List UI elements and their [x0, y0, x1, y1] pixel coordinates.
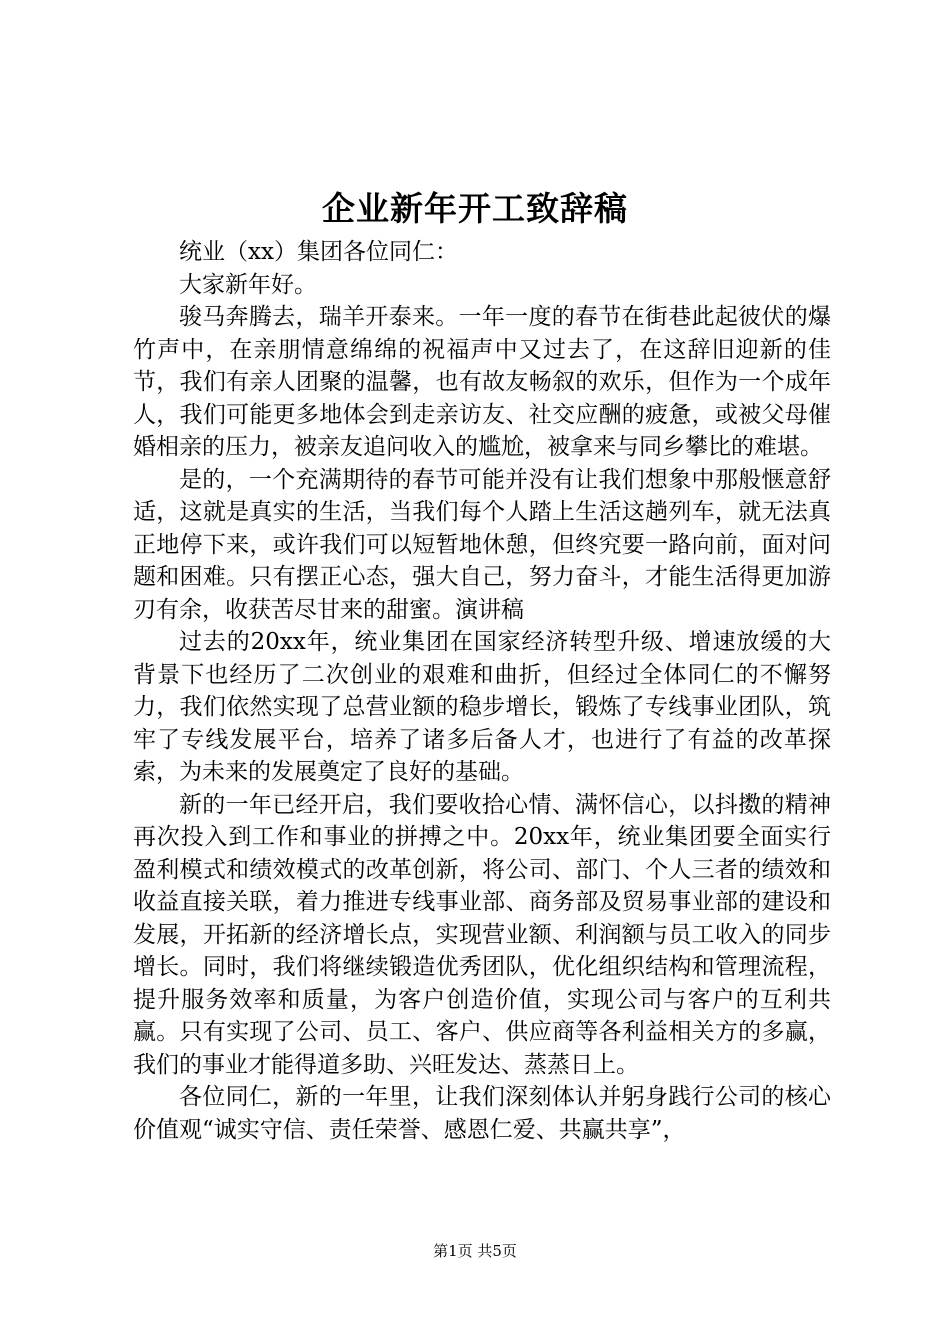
body-paragraph: 各位同仁，新的一年里，让我们深刻体认并躬身践行公司的核心价值观“诚实守信、责任荣誉、感恩仁爱、共赢共享”，: [133, 1084, 831, 1143]
body-paragraph: 过去的20xx年，统业集团在国家经济转型升级、增速放缓的大背景下也经历了二次创业的艰难和曲折，但经过全体同仁的不懈努力，我们依然实现了总营业额的稳步增长，锻炼了专线事业团队，筑牢了专线发展平台，培养了诸多后备人才，也进行了有益的改革探索，为未来的发展奠定了良好的基础。: [133, 629, 831, 785]
body-paragraph: 新的一年已经开启，我们要收拾心情、满怀信心，以抖擞的精神再次投入到工作和事业的拼搏之中。20xx年，统业集团要全面实行盈利模式和绩效模式的改革创新，将公司、部门、个人三者的绩效和收益直接关联，着力推进专线事业部、商务部及贸易事业部的建设和发展，开拓新的经济增长点，实现营业额、利润额与员工收入的同步增长。同时，我们将继续锻造优秀团队，优化组织结构和管理流程，提升服务效率和质量，为客户创造价值，实现公司与客户的互利共赢。只有实现了公司、员工、客户、供应商等各利益相关方的多赢，我们的事业才能得道多助、兴旺发达、蒸蒸日上。: [133, 791, 831, 1078]
salutation-paragraph: 统业（xx）集团各位同仁：: [179, 239, 458, 265]
document-body: [133, 236, 831, 1146]
page-footer: 第1页 共5页: [433, 1242, 517, 1260]
document-title: 企业新年开工致辞稿: [322, 189, 628, 228]
body-paragraph: 是的，一个充满期待的春节可能并没有让我们想象中那般惬意舒适，这就是真实的生活，当我们每个人踏上生活这趟列车，就无法真正地停下来，或许我们可以短暂地休憩，但终究要一路向前，面对问题和困难。只有摆正心态，强大自己，努力奋斗，才能生活得更加游刃有余，收获苦尽甘来的甜蜜。演讲稿: [133, 466, 831, 623]
greeting-paragraph: 大家新年好。: [179, 271, 317, 298]
body-paragraph: 骏马奔腾去，瑞羊开泰来。一年一度的春节在街巷此起彼伏的爆竹声中，在亲朋情意绵绵的祝福声中又过去了，在这辞旧迎新的佳节，我们有亲人团聚的温馨，也有故友畅叙的欢乐，但作为一个成年人，我们可能更多地体会到走亲访友、社交应酬的疲惫，或被父母催婚相亲的压力，被亲友追问收入的尴尬，被拿来与同乡攀比的难堪。: [133, 304, 831, 460]
